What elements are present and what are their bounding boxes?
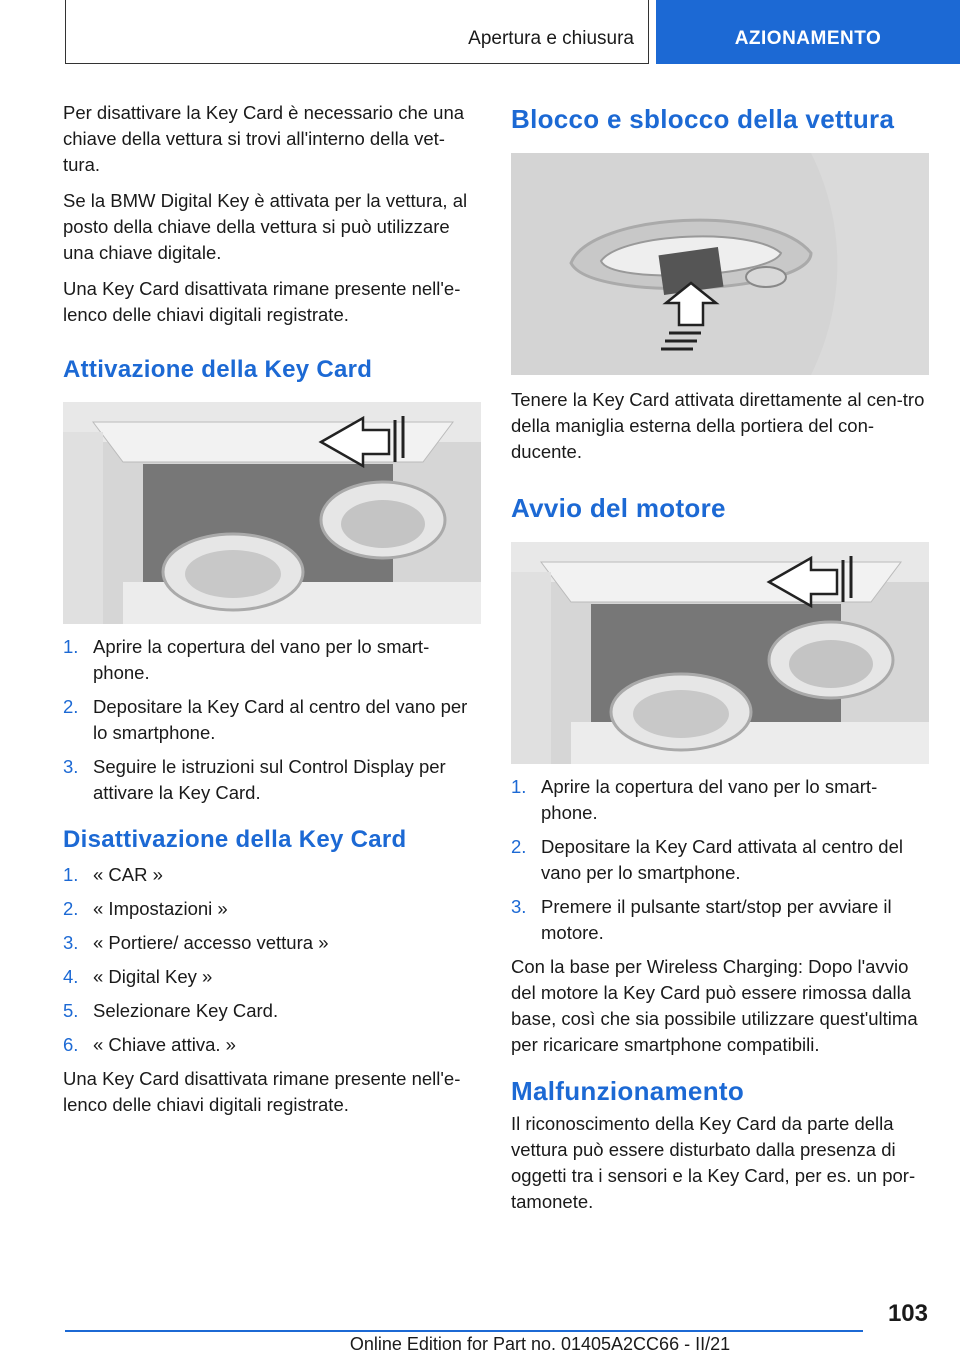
deactivation-steps [63, 862, 481, 1058]
console-illustration-2-svg [511, 542, 929, 764]
footer-rule [65, 1330, 863, 1332]
header-section-title: Apertura e chiusura [468, 28, 634, 49]
start-step-2: 2. Depositare la Key Card attivata al centro del vano per lo smartphone. [511, 836, 903, 883]
deactivation-step-2: 2. « Impostazioni » [63, 898, 228, 919]
start-step-3: 3. Premere il pulsante start/stop per avviare il motore. [511, 896, 892, 943]
lock-heading: Blocco e sblocco della vettura [511, 104, 895, 134]
activation-step-1: 1. Aprire la copertura del vano per lo smart-phone. [63, 636, 430, 683]
intro-paragraph-1: Per disattivare la Key Card è necessario che una chiave della vettura si trovi all'interno della vet-tura. [63, 102, 465, 175]
door-handle-illustration-svg [511, 153, 929, 375]
header-chapter-box [656, 0, 960, 64]
console-illustration-1-svg [63, 402, 481, 624]
start-note-paragraph: Con la base per Wireless Charging: Dopo l'avvio del motore la Key Card può essere rimossa dalla base, così che sia possibile utilizzare quest'ultima per ricaricare smartphone compatibili. [511, 956, 918, 1055]
intro-paragraph-2: Se la BMW Digital Key è attivata per la vettura, al posto della chiave della vettura si può utilizzare una chiave digitale. [63, 190, 468, 263]
deactivation-step-4: 4. « Digital Key » [63, 966, 213, 987]
start-steps [511, 774, 929, 946]
deactivation-step-1: 1. « CAR » [63, 864, 163, 885]
malfunction-paragraph: Il riconoscimento della Key Card da parte della vettura può essere disturbato dalla presenza di oggetti tra i sensori e la Key Card, per es. un por-tamonete. [511, 1113, 916, 1212]
page-number: 103 [887, 1300, 928, 1327]
activation-steps [63, 634, 481, 806]
deactivation-step-5: 5. Selezionare Key Card. [63, 1000, 279, 1021]
activation-step-2: 2. Depositare la Key Card al centro del vano per lo smartphone. [63, 696, 468, 743]
intro-paragraph-3: Una Key Card disattivata rimane presente nell'e-lenco delle chiavi digitali registrate. [63, 278, 461, 325]
console-illustration-1 [63, 402, 481, 624]
activation-step-3: 3. Seguire le istruzioni sul Control Display per attivare la Key Card. [63, 756, 446, 803]
header-chapter-title: AZIONAMENTO [734, 28, 882, 49]
header-section-box [65, 0, 649, 64]
door-handle-illustration [511, 153, 929, 375]
start-heading: Avvio del motore [511, 493, 726, 523]
right-column [511, 100, 929, 1225]
left-column [63, 100, 481, 1128]
console-illustration-2 [511, 542, 929, 764]
activation-heading: Attivazione della Key Card [63, 356, 373, 383]
deactivation-step-3: 3. « Portiere/ accesso vettura » [63, 932, 329, 953]
lock-paragraph: Tenere la Key Card attivata direttamente al cen-tro della maniglia esterna della portiera del con-ducente. [511, 389, 925, 462]
deactivation-step-6: 6. « Chiave attiva. » [63, 1034, 236, 1055]
malfunction-heading: Malfunzionamento [511, 1076, 745, 1106]
footer-edition: Online Edition for Part no. 01405A2CC66 - II/21 [349, 1334, 731, 1354]
deactivation-heading: Disattivazione della Key Card [63, 826, 407, 853]
outro-paragraph: Una Key Card disattivata rimane presente nell'e-lenco delle chiavi digitali registrate. [63, 1068, 461, 1115]
start-step-1: 1. Aprire la copertura del vano per lo smart-phone. [511, 776, 878, 823]
